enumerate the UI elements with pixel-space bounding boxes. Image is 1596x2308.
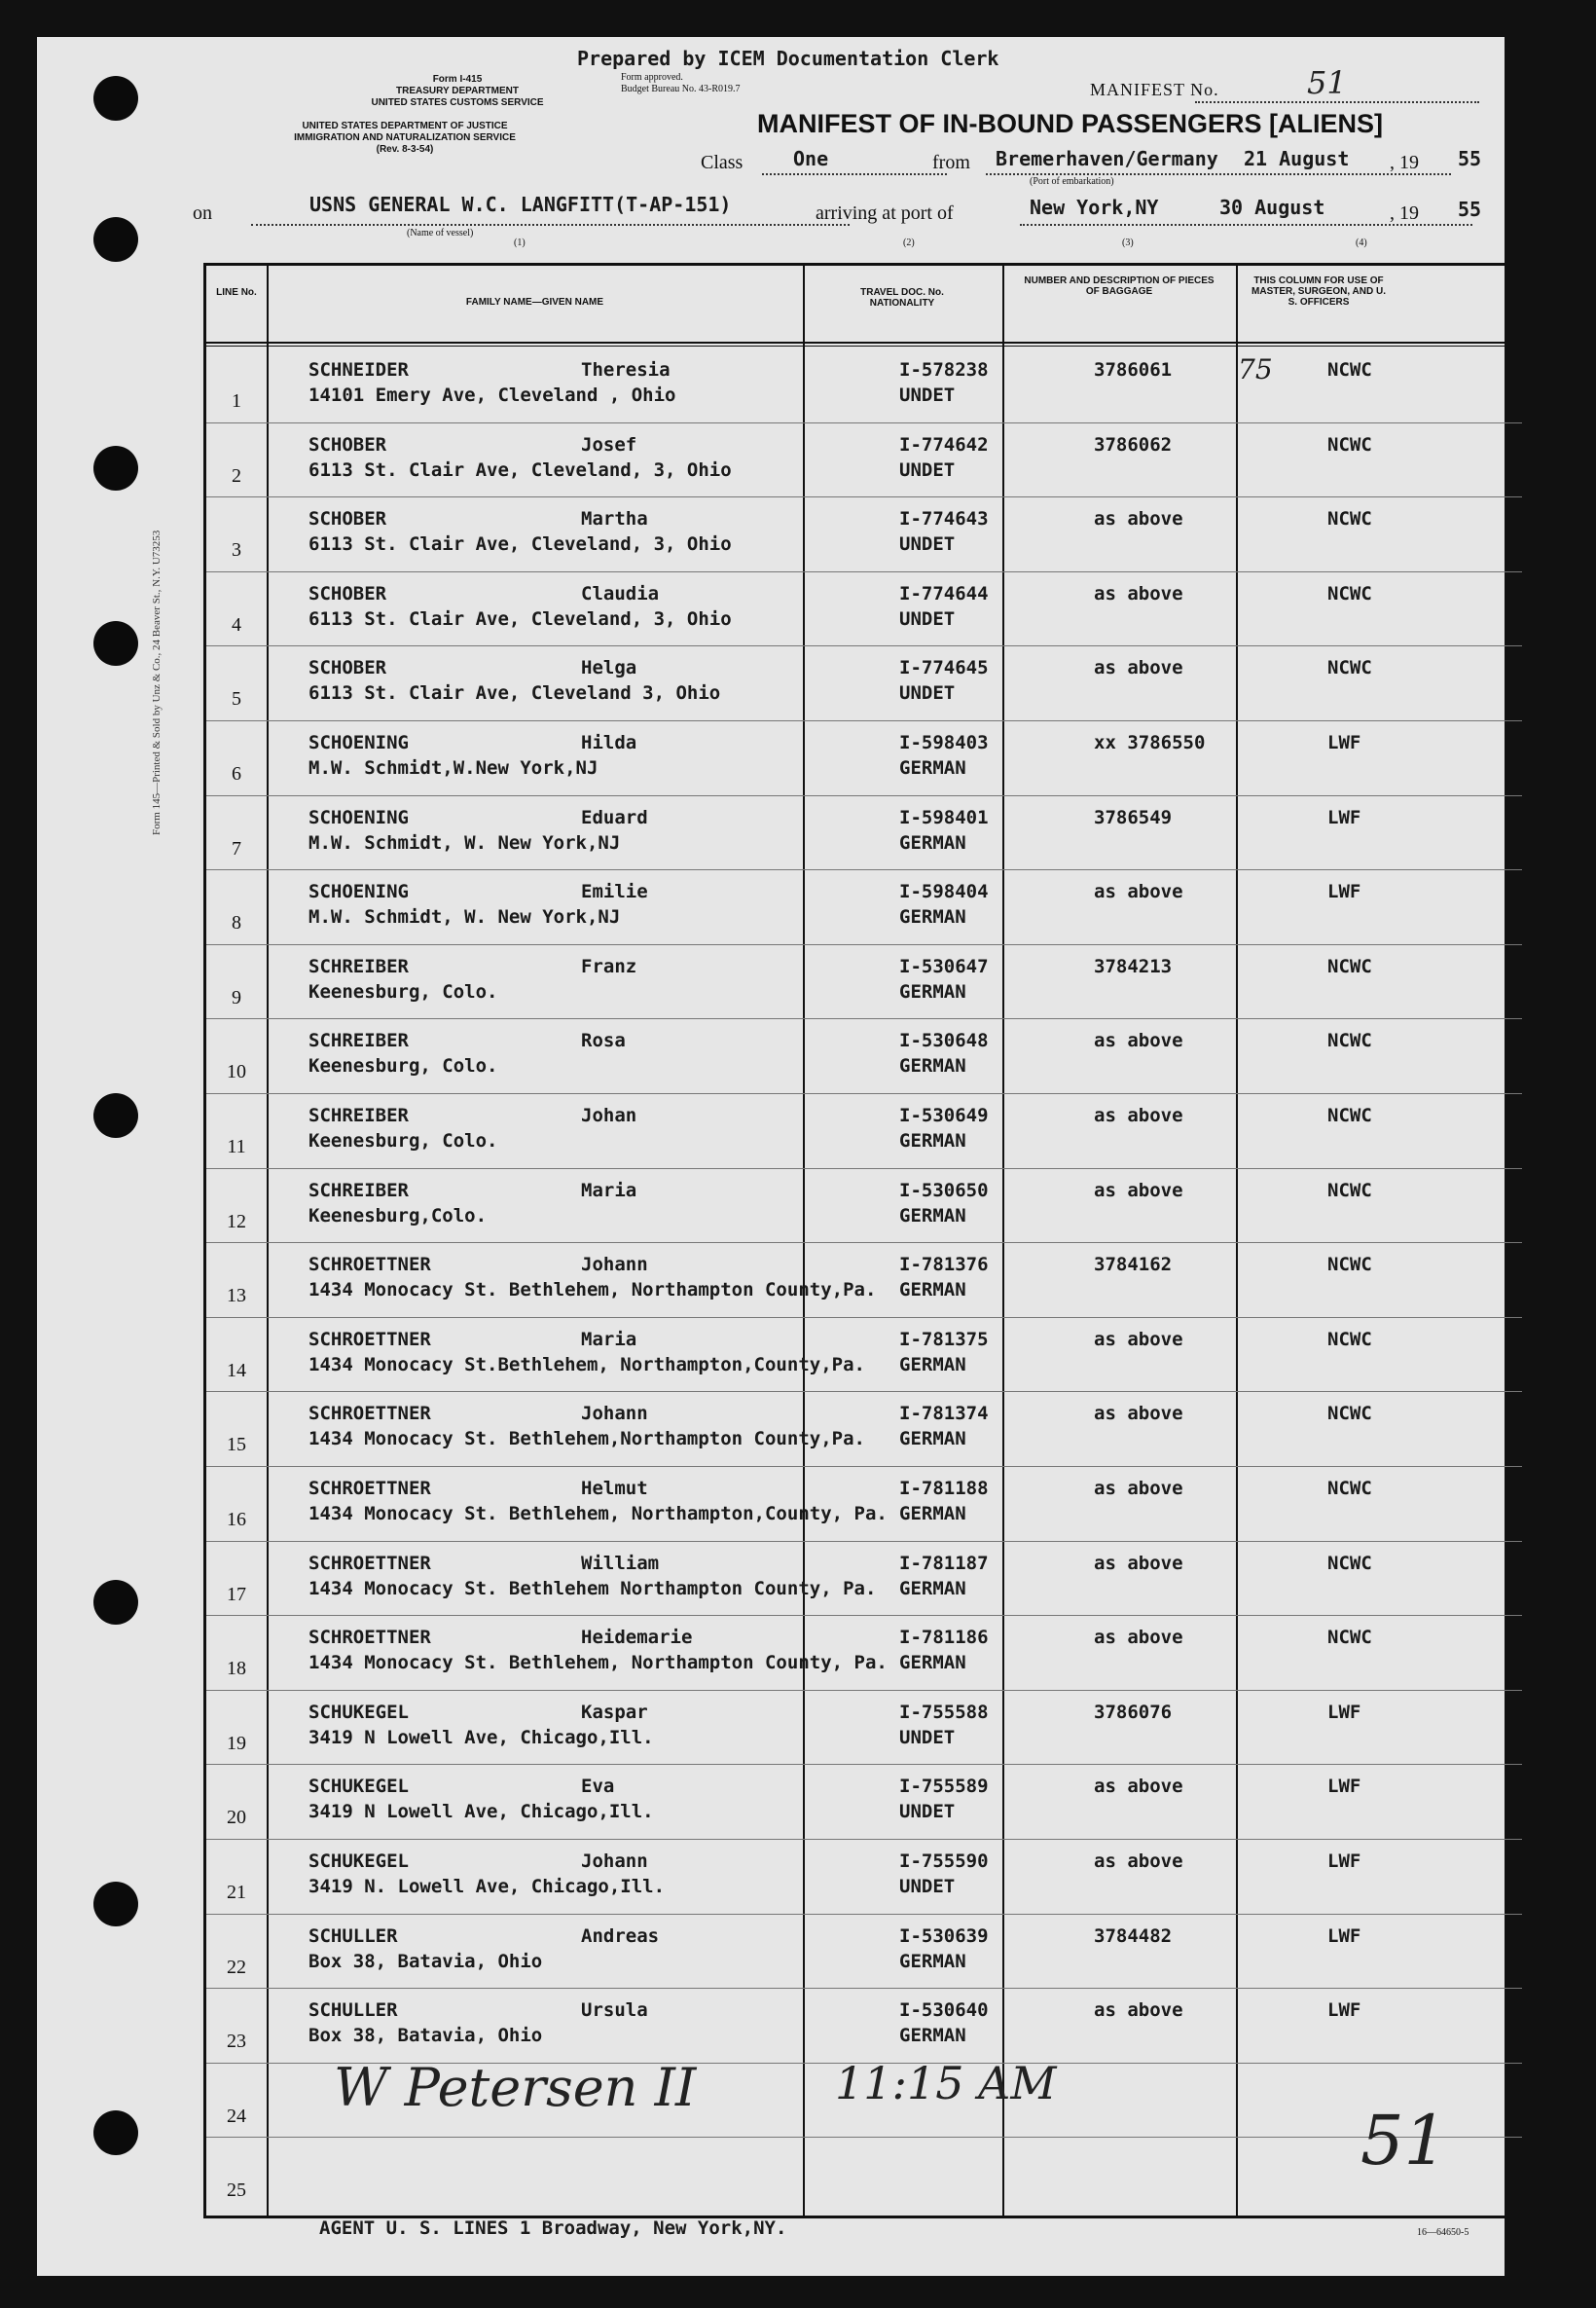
address: 1434 Monocacy St. Bethlehem Northampton County, Pa.: [308, 1577, 877, 1599]
baggage: as above: [1094, 508, 1183, 531]
family-name: SCHROETTNER: [308, 1552, 431, 1574]
line-number: 25: [227, 2180, 246, 2202]
agency: LWF: [1327, 1776, 1361, 1798]
given-name: Johan: [581, 1105, 637, 1126]
table-row: [206, 1168, 1522, 1243]
baggage: as above: [1094, 1030, 1183, 1052]
travel-doc-number: I-530639: [899, 1924, 989, 1947]
table-row: [206, 1317, 1522, 1392]
given-name: Claudia: [581, 582, 660, 604]
table-row: [206, 496, 1522, 571]
line-number: 13: [227, 1285, 246, 1307]
binder-hole: [93, 2110, 138, 2155]
table-row: [206, 1690, 1522, 1765]
line-number: 18: [227, 1658, 246, 1680]
prepared-by: Prepared by ICEM Documentation Clerk: [577, 47, 999, 70]
agency: NCWC: [1327, 1105, 1372, 1126]
address: 1434 Monocacy St.Bethlehem, Northampton,County,Pa.: [308, 1353, 865, 1375]
budget-bureau: Budget Bureau No. 43-R019.7: [621, 84, 741, 94]
line-number: 9: [232, 986, 241, 1008]
table-row: [206, 2137, 1522, 2212]
travel-doc-number: I-781188: [899, 1478, 989, 1499]
arrival-port: New York,NY: [1030, 196, 1159, 219]
on-label: on: [193, 202, 212, 224]
travel-doc-number: I-755588: [899, 1701, 989, 1723]
agency: LWF: [1327, 881, 1361, 903]
family-name: SCHROETTNER: [308, 1403, 431, 1425]
nationality: GERMAN: [899, 1577, 966, 1599]
nationality: GERMAN: [899, 1428, 966, 1450]
travel-doc-number: I-774642: [899, 433, 989, 456]
table-row: [206, 348, 1522, 422]
agency: NCWC: [1327, 1627, 1372, 1649]
printer-note: Form 145—Printed & Sold by Unz & Co., 24 Beaver St., N.Y. U73253: [151, 530, 163, 835]
column-marker-1: (1): [514, 238, 526, 248]
baggage: as above: [1094, 1105, 1183, 1126]
baggage: as above: [1094, 1552, 1183, 1574]
family-name: SCHOENING: [308, 732, 409, 753]
from-line: [986, 173, 1451, 175]
family-name: SCHUKEGEL: [308, 1776, 409, 1798]
nationality: GERMAN: [899, 906, 966, 929]
family-name: SCHUKEGEL: [308, 1850, 409, 1872]
given-name: Ursula: [581, 1999, 648, 2022]
address: Keenesburg,Colo.: [308, 1204, 488, 1227]
address: Box 38, Batavia, Ohio: [308, 2025, 543, 2047]
agency: LWF: [1327, 732, 1361, 753]
address: 6113 St. Clair Ave, Cleveland 3, Ohio: [308, 682, 721, 705]
line-number: 1: [232, 390, 241, 412]
nationality: UNDET: [899, 1876, 956, 1897]
baggage: xx 3786550: [1094, 732, 1206, 753]
given-name: Heidemarie: [581, 1627, 693, 1649]
nationality: GERMAN: [899, 757, 966, 779]
travel-doc-number: I-755589: [899, 1776, 989, 1798]
departure-year: 55: [1458, 147, 1482, 170]
table-row: [206, 1093, 1522, 1168]
table-row: [206, 1391, 1522, 1466]
given-name: Josef: [581, 433, 637, 456]
baggage: as above: [1094, 1850, 1183, 1872]
family-name: SCHROETTNER: [308, 1478, 431, 1499]
given-name: Eduard: [581, 806, 648, 828]
line-number: 22: [227, 1956, 246, 1978]
customs-service: UNITED STATES CUSTOMS SERVICE: [371, 97, 544, 108]
revision: (Rev. 8-3-54): [376, 144, 434, 155]
form-approved: Form approved.: [621, 72, 683, 83]
given-name: Helga: [581, 657, 637, 679]
travel-doc-number: I-598404: [899, 881, 989, 903]
given-name: Hilda: [581, 732, 637, 753]
manifest-page: [37, 37, 1505, 2276]
given-name: Johann: [581, 1403, 648, 1425]
agency: NCWC: [1327, 359, 1372, 381]
family-name: SCHREIBER: [308, 1179, 409, 1201]
vessel-value: USNS GENERAL W.C. LANGFITT(T-AP-151): [309, 193, 732, 216]
travel-doc-number: I-530647: [899, 955, 989, 977]
nationality: GERMAN: [899, 1353, 966, 1375]
given-name: Eva: [581, 1776, 615, 1798]
agency: NCWC: [1327, 1478, 1372, 1499]
baggage-note: 75: [1238, 353, 1273, 385]
travel-doc-number: I-755590: [899, 1850, 989, 1872]
line-number: 6: [232, 763, 241, 785]
column-marker-2: (2): [903, 238, 915, 248]
line-number: 19: [227, 1732, 246, 1754]
class-value: One: [793, 147, 829, 170]
family-name: SCHULLER: [308, 1924, 398, 1947]
given-name: Johann: [581, 1254, 648, 1276]
nationality: GERMAN: [899, 1652, 966, 1674]
family-name: SCHREIBER: [308, 955, 409, 977]
baggage: as above: [1094, 1403, 1183, 1425]
table-row: [206, 1242, 1522, 1317]
travel-doc-number: I-774645: [899, 657, 989, 679]
line-number: 21: [227, 1882, 246, 1903]
family-name: SCHOENING: [308, 881, 409, 903]
address: M.W. Schmidt, W. New York,NJ: [308, 831, 621, 854]
given-name: Theresia: [581, 359, 671, 381]
table-row: [206, 1914, 1522, 1989]
manifest-title: MANIFEST OF IN-BOUND PASSENGERS [ALIENS]: [757, 109, 1384, 138]
manifest-no-label: MANIFEST No.: [1090, 80, 1219, 99]
treasury-department: TREASURY DEPARTMENT: [396, 86, 519, 96]
travel-doc-number: I-530640: [899, 1999, 989, 2022]
given-name: Emilie: [581, 881, 648, 903]
port-of-embarkation-label: (Port of embarkation): [1030, 176, 1114, 187]
manifest-no-value: 51: [1307, 64, 1347, 101]
baggage: 3784162: [1094, 1254, 1173, 1276]
agency: NCWC: [1327, 433, 1372, 456]
line-number: 4: [232, 613, 241, 636]
table-row: [206, 1541, 1522, 1616]
arrival-year: 55: [1458, 198, 1482, 221]
address: 3419 N Lowell Ave, Chicago,Ill.: [308, 1726, 654, 1748]
agency: LWF: [1327, 1924, 1361, 1947]
table-row: [206, 1988, 1522, 2063]
nationality: UNDET: [899, 607, 956, 630]
travel-doc-number: I-774644: [899, 582, 989, 604]
travel-doc-number: I-530649: [899, 1105, 989, 1126]
travel-doc-number: I-781375: [899, 1328, 989, 1350]
family-name: SCHOENING: [308, 806, 409, 828]
binder-hole: [93, 1882, 138, 1926]
given-name: Franz: [581, 955, 637, 977]
arrival-date: 30 August: [1219, 196, 1325, 219]
baggage: as above: [1094, 1776, 1183, 1798]
given-name: Johann: [581, 1850, 648, 1872]
address: Keenesburg, Colo.: [308, 1130, 498, 1152]
form-code: 16—64650-5: [1417, 2227, 1469, 2238]
line-number: 7: [232, 837, 241, 860]
family-name: SCHULLER: [308, 1999, 398, 2022]
class-line: [762, 173, 947, 175]
agency: NCWC: [1327, 1254, 1372, 1276]
agency: NCWC: [1327, 582, 1372, 604]
binder-hole: [93, 446, 138, 491]
table-row: [206, 1764, 1522, 1839]
nationality: UNDET: [899, 385, 956, 406]
nationality: GERMAN: [899, 1950, 966, 1972]
table-row: [206, 422, 1522, 497]
family-name: SCHREIBER: [308, 1030, 409, 1052]
column-header-officers: THIS COLUMN FOR USE OF MASTER, SURGEON, AND U. S. OFFICERS: [1251, 275, 1386, 308]
class-label: Class: [701, 152, 744, 173]
family-name: SCHOBER: [308, 433, 387, 456]
agency: LWF: [1327, 1850, 1361, 1872]
travel-doc-number: I-781187: [899, 1552, 989, 1574]
agency: NCWC: [1327, 657, 1372, 679]
baggage: 3786061: [1094, 359, 1173, 381]
baggage: as above: [1094, 1179, 1183, 1201]
line-number: 16: [227, 1509, 246, 1530]
nationality: GERMAN: [899, 1130, 966, 1152]
nationality: GERMAN: [899, 831, 966, 854]
line-number: 3: [232, 539, 241, 562]
address: 1434 Monocacy St. Bethlehem, Northampton County,Pa.: [308, 1279, 877, 1301]
agency: NCWC: [1327, 1030, 1372, 1052]
baggage: as above: [1094, 1999, 1183, 2022]
binder-hole: [93, 76, 138, 121]
family-name: SCHOBER: [308, 582, 387, 604]
given-name: Maria: [581, 1179, 637, 1201]
travel-doc-number: I-598403: [899, 732, 989, 753]
column-header-travel-doc: TRAVEL DOC. No. NATIONALITY: [860, 287, 944, 309]
from-value: Bremerhaven/Germany: [996, 147, 1218, 170]
baggage: 3784482: [1094, 1924, 1173, 1947]
manifest-no-line: [1195, 101, 1479, 103]
agency: LWF: [1327, 806, 1361, 828]
officer-signature: W Petersen II: [334, 2057, 697, 2118]
baggage: as above: [1094, 582, 1183, 604]
line-number: 23: [227, 2031, 246, 2053]
line-number: 10: [227, 1061, 246, 1083]
family-name: SCHROETTNER: [308, 1254, 431, 1276]
table-row: [206, 645, 1522, 720]
agency: LWF: [1327, 1999, 1361, 2022]
column-header-name: FAMILY NAME—GIVEN NAME: [465, 297, 604, 308]
address: M.W. Schmidt, W. New York,NJ: [308, 906, 621, 929]
table-row: [206, 944, 1522, 1019]
address: Keenesburg, Colo.: [308, 1055, 498, 1078]
address: 14101 Emery Ave, Cleveland , Ohio: [308, 385, 676, 406]
line-number: 15: [227, 1434, 246, 1456]
nationality: GERMAN: [899, 1204, 966, 1227]
table-row: [206, 795, 1522, 870]
binder-hole: [93, 217, 138, 262]
line-number: 11: [227, 1136, 246, 1157]
line-number: 24: [227, 2105, 246, 2127]
table-row: [206, 1615, 1522, 1690]
family-name: SCHUKEGEL: [308, 1701, 409, 1723]
arriving-label: arriving at port of: [816, 202, 954, 224]
agent-footer: AGENT U. S. LINES 1 Broadway, New York,NY.: [319, 2217, 787, 2239]
baggage: 3786549: [1094, 806, 1173, 828]
nationality: GERMAN: [899, 1055, 966, 1078]
given-name: Martha: [581, 508, 648, 531]
line-number: 17: [227, 1583, 246, 1605]
address: M.W. Schmidt,W.New York,NJ: [308, 757, 598, 779]
line-number: 14: [227, 1359, 246, 1381]
column-header-line-no: LINE No.: [216, 287, 257, 298]
column-marker-3: (3): [1122, 238, 1134, 248]
given-name: Kaspar: [581, 1701, 648, 1723]
vessel-line: [251, 224, 850, 226]
table-row: [206, 1018, 1522, 1093]
baggage: as above: [1094, 881, 1183, 903]
immigration-service: IMMIGRATION AND NATURALIZATION SERVICE: [294, 132, 516, 143]
nationality: UNDET: [899, 533, 956, 556]
given-name: Andreas: [581, 1924, 660, 1947]
travel-doc-number: I-781186: [899, 1627, 989, 1649]
nationality: UNDET: [899, 1801, 956, 1823]
travel-doc-number: I-530650: [899, 1179, 989, 1201]
nationality: UNDET: [899, 1726, 956, 1748]
given-name: William: [581, 1552, 660, 1574]
given-name: Maria: [581, 1328, 637, 1350]
table-row: [206, 571, 1522, 646]
arrival-year-prefix: , 19: [1390, 202, 1419, 224]
table-row: [206, 1466, 1522, 1541]
travel-doc-number: I-578238: [899, 359, 989, 381]
given-name: Helmut: [581, 1478, 648, 1499]
travel-doc-number: I-781376: [899, 1254, 989, 1276]
table-row: [206, 1839, 1522, 1914]
agency: NCWC: [1327, 508, 1372, 531]
line-number: 20: [227, 1807, 246, 1829]
baggage: 3786062: [1094, 433, 1173, 456]
baggage: 3786076: [1094, 1701, 1173, 1723]
family-name: SCHROETTNER: [308, 1627, 431, 1649]
family-name: SCHOBER: [308, 508, 387, 531]
address: 1434 Monocacy St. Bethlehem,Northampton County,Pa.: [308, 1428, 865, 1450]
address: 6113 St. Clair Ave, Cleveland, 3, Ohio: [308, 458, 732, 481]
justice-department: UNITED STATES DEPARTMENT OF JUSTICE: [302, 121, 508, 131]
family-name: SCHROETTNER: [308, 1328, 431, 1350]
baggage: as above: [1094, 1478, 1183, 1499]
column-header-baggage: NUMBER AND DESCRIPTION OF PIECES OF BAGGAGE: [1024, 275, 1215, 297]
from-label: from: [932, 152, 970, 173]
nationality: UNDET: [899, 458, 956, 481]
travel-doc-number: I-774643: [899, 508, 989, 531]
binder-hole: [93, 1093, 138, 1138]
column-marker-4: (4): [1356, 238, 1367, 248]
form-number: Form I-415: [432, 74, 483, 85]
travel-doc-number: I-598401: [899, 806, 989, 828]
table-row: [206, 869, 1522, 944]
binder-hole: [93, 621, 138, 666]
agency: NCWC: [1327, 1552, 1372, 1574]
line-number: 5: [232, 688, 241, 711]
family-name: SCHOBER: [308, 657, 387, 679]
handwritten-page-number: 51: [1360, 2101, 1448, 2180]
signature-time: 11:15 AM: [835, 2057, 1057, 2109]
nationality: GERMAN: [899, 2025, 966, 2047]
table-row: [206, 720, 1522, 795]
binder-hole: [93, 1580, 138, 1625]
baggage: as above: [1094, 1627, 1183, 1649]
nationality: GERMAN: [899, 1279, 966, 1301]
family-name: SCHREIBER: [308, 1105, 409, 1126]
agency: LWF: [1327, 1701, 1361, 1723]
agency: NCWC: [1327, 1179, 1372, 1201]
family-name: SCHNEIDER: [308, 359, 409, 381]
travel-doc-number: I-530648: [899, 1030, 989, 1052]
line-number: 2: [232, 464, 241, 487]
baggage: 3784213: [1094, 955, 1173, 977]
baggage: as above: [1094, 657, 1183, 679]
line-number: 8: [232, 912, 241, 934]
nationality: GERMAN: [899, 980, 966, 1003]
line-number: 12: [227, 1210, 246, 1232]
given-name: Rosa: [581, 1030, 626, 1052]
address: 6113 St. Clair Ave, Cleveland, 3, Ohio: [308, 533, 732, 556]
agency: NCWC: [1327, 1403, 1372, 1425]
baggage: as above: [1094, 1328, 1183, 1350]
departure-date: 21 August: [1244, 147, 1350, 170]
nationality: UNDET: [899, 682, 956, 705]
address: 3419 N. Lowell Ave, Chicago,Ill.: [308, 1876, 666, 1897]
passenger-table: [203, 263, 1525, 2218]
departure-year-prefix: , 19: [1390, 152, 1419, 173]
address: Box 38, Batavia, Ohio: [308, 1950, 543, 1972]
vessel-label: (Name of vessel): [407, 228, 474, 238]
travel-doc-number: I-781374: [899, 1403, 989, 1425]
address: 3419 N Lowell Ave, Chicago,Ill.: [308, 1801, 654, 1823]
agency: NCWC: [1327, 955, 1372, 977]
agency: NCWC: [1327, 1328, 1372, 1350]
address: 1434 Monocacy St. Bethlehem, Northampton County, Pa.: [308, 1652, 888, 1674]
nationality: GERMAN: [899, 1503, 966, 1524]
address: Keenesburg, Colo.: [308, 980, 498, 1003]
address: 6113 St. Clair Ave, Cleveland, 3, Ohio: [308, 607, 732, 630]
address: 1434 Monocacy St. Bethlehem, Northampton,County, Pa.: [308, 1503, 888, 1524]
